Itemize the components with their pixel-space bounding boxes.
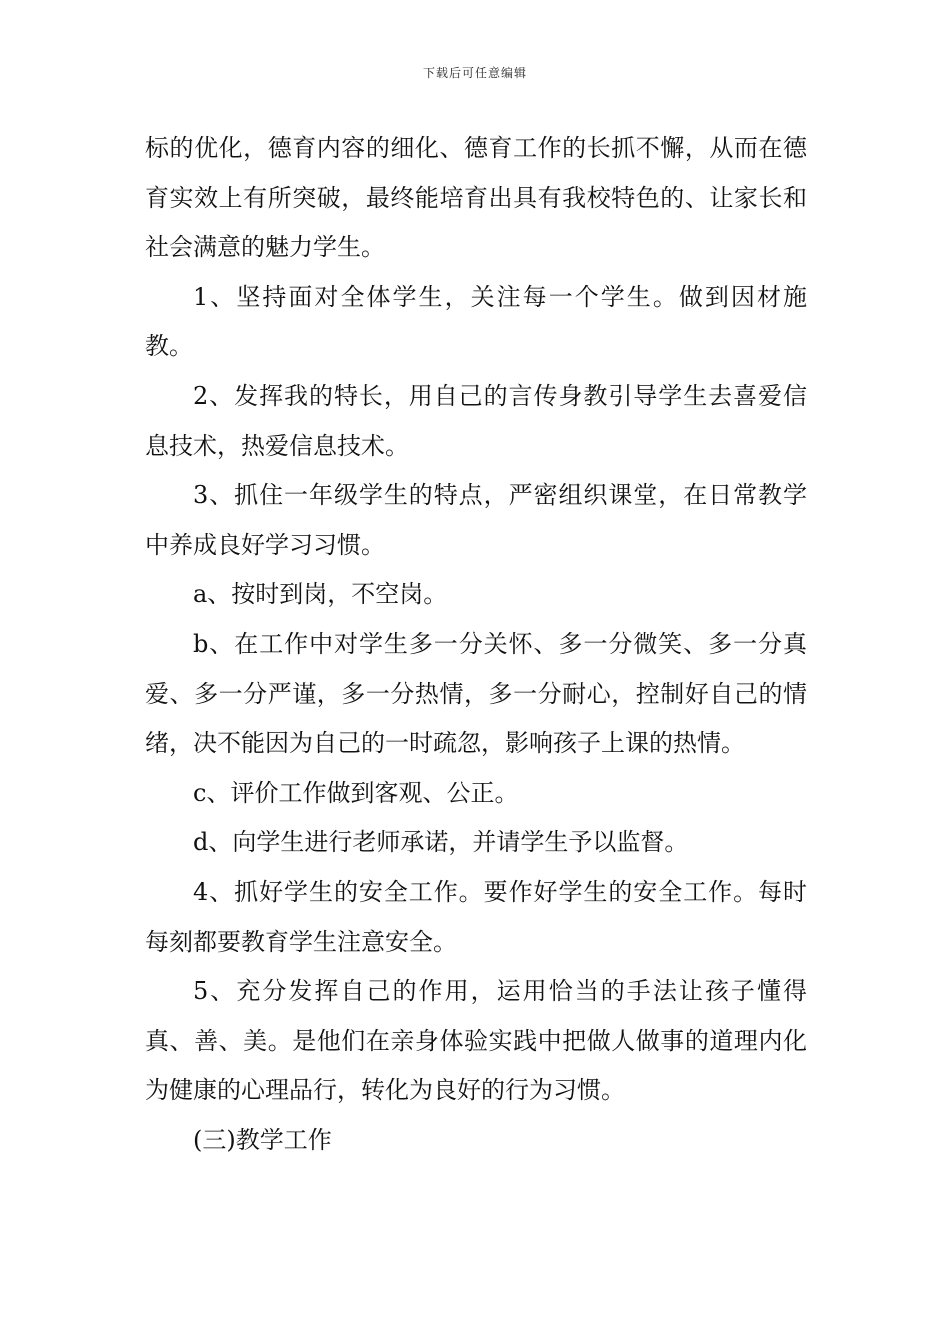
paragraph-item-d: d、向学生进行老师承诺，并请学生予以监督。 xyxy=(193,828,689,857)
document-body xyxy=(145,124,807,1165)
paragraph-item-4: 4、抓好学生的安全工作。要作好学生的安全工作。每时每刻都要教育学生注意安全。 xyxy=(145,877,807,956)
paragraph-item-2: 2、发挥我的特长，用自己的言传身教引导学生去喜爱信息技术，热爱信息技术。 xyxy=(145,381,807,460)
paragraph-item-b: b、在工作中对学生多一分关怀、多一分微笑、多一分真爱、多一分严谨，多一分热情，多一分耐心，控制好自己的情绪，决不能因为自己的一时疏忽，影响孩子上课的热情。 xyxy=(145,629,807,758)
paragraph-item-1: 1、坚持面对全体学生，关注每一个学生。做到因材施教。 xyxy=(145,282,807,361)
paragraph-item-3: 3、抓住一年级学生的特点，严密组织课堂，在日常教学中养成良好学习习惯。 xyxy=(145,481,807,559)
page-header: 下载后可任意编辑 xyxy=(422,66,527,80)
paragraph-item-5: 5、充分发挥自己的作用，运用恰当的手法让孩子懂得真、善、美。是他们在亲身体验实践中把做人做事的道理内化为健康的心理品行，转化为良好的行为习惯。 xyxy=(145,977,807,1105)
section-heading: (三)教学工作 xyxy=(193,1125,332,1154)
paragraph-item-a: a、按时到岗，不空岗。 xyxy=(193,580,448,609)
paragraph-continuation: 标的优化，德育内容的细化、德育工作的长抓不懈，从而在德育实效上有所突破，最终能培育出具有我校特色的、让家长和社会满意的魅力学生。 xyxy=(145,134,807,262)
paragraph-item-c: c、评价工作做到客观、公正。 xyxy=(193,778,519,807)
